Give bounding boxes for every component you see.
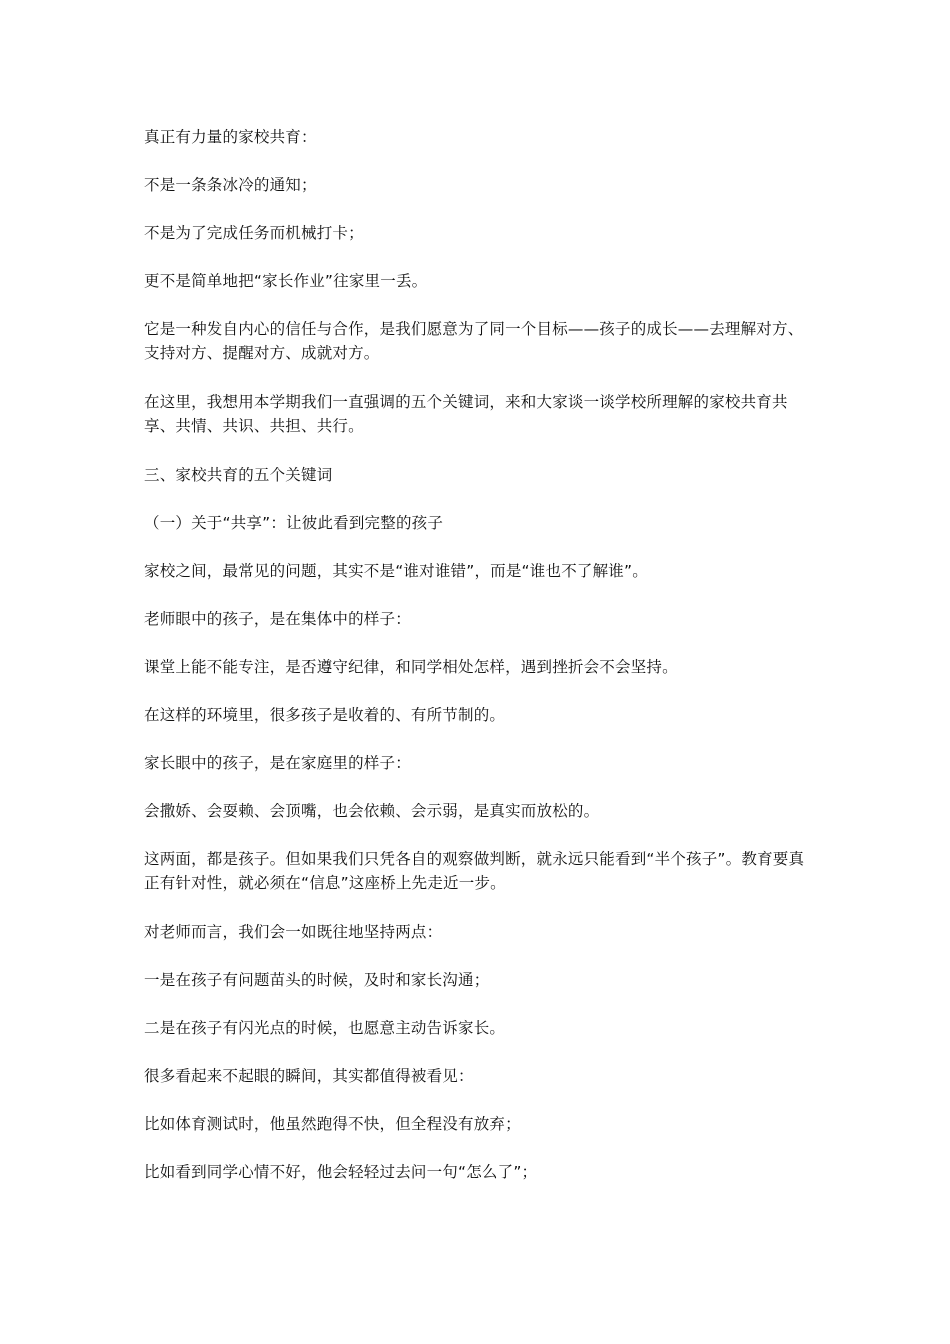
paragraph-teacher-view: 老师眼中的孩子，是在集体中的样子：	[144, 610, 411, 628]
paragraph-home-behavior: 会撒娇、会耍赖、会顶嘴，也会依赖、会示弱，是真实而放松的。	[144, 802, 600, 820]
paragraph-example-classmate: 比如看到同学心情不好，他会轻轻过去问一句“怎么了”；	[144, 1163, 538, 1181]
paragraph-classroom: 课堂上能不能专注，是否遵守纪律，和同学相处怎样，遇到挫折会不会坚持。	[144, 658, 678, 676]
paragraph-intro: 真正有力量的家校共育：	[144, 128, 317, 146]
paragraph-common-problem: 家校之间，最常见的问题，其实不是“谁对谁错”，而是“谁也不了解谁”。	[144, 562, 648, 580]
paragraph-not-notice: 不是一条条冰冷的通知；	[144, 176, 317, 194]
paragraph-not-homework: 更不是简单地把“家长作业”往家里一丢。	[144, 272, 428, 290]
paragraph-trust-cooperation: 它是一种发自内心的信任与合作，是我们愿意为了同一个目标——孩子的成长——去理解对方、支持对方、提醒对方、成就对方。	[144, 320, 804, 362]
paragraph-parent-view: 家长眼中的孩子，是在家庭里的样子：	[144, 754, 411, 772]
paragraph-example-sports: 比如体育测试时，他虽然跑得不快，但全程没有放弃；	[144, 1115, 521, 1133]
paragraph-teacher-commitment: 对老师而言，我们会一如既往地坚持两点：	[144, 923, 443, 941]
section-heading-three: 三、家校共育的五个关键词	[144, 466, 333, 484]
paragraph-two-sides: 这两面，都是孩子。但如果我们只凭各自的观察做判断，就永远只能看到“半个孩子”。教育要真正有针对性，就必须在“信息”这座桥上先走近一步。	[144, 850, 805, 892]
subsection-heading-sharing: （一）关于“共享”：让彼此看到完整的孩子	[144, 514, 444, 532]
paragraph-environment: 在这样的环境里，很多孩子是收着的、有所节制的。	[144, 706, 506, 724]
paragraph-not-checkin: 不是为了完成任务而机械打卡；	[144, 224, 364, 242]
paragraph-five-keywords-intro: 在这里，我想用本学期我们一直强调的五个关键词，来和大家谈一谈学校所理解的家校共育共享、共情、共识、共担、共行。	[144, 393, 788, 435]
paragraph-moments: 很多看起来不起眼的瞬间，其实都值得被看见：	[144, 1067, 474, 1085]
paragraph-point-one: 一是在孩子有问题苗头的时候，及时和家长沟通；	[144, 971, 490, 989]
paragraph-point-two: 二是在孩子有闪光点的时候，也愿意主动告诉家长。	[144, 1019, 506, 1037]
document-body	[144, 125, 808, 1208]
